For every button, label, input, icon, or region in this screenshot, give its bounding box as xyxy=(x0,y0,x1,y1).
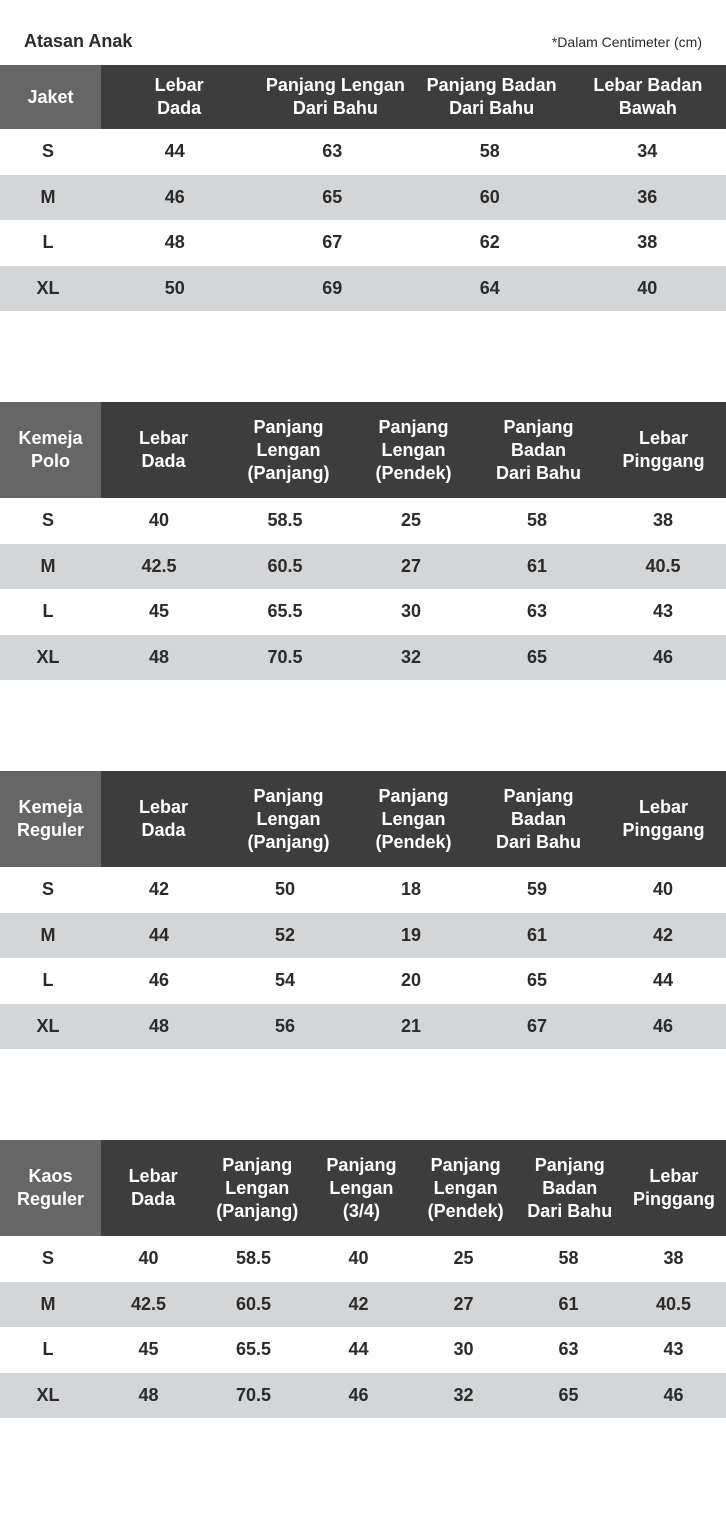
measurement-cell: 46 xyxy=(652,1015,674,1036)
measurement-cell: 65.5 xyxy=(267,601,303,622)
unit-note: *Dalam Centimeter (cm) xyxy=(551,34,702,50)
measurement-cell: 69 xyxy=(322,277,343,298)
measurement-cell: 65 xyxy=(526,646,548,667)
column-header: Panjang Lengan (Panjang) xyxy=(247,416,330,483)
table-row xyxy=(0,867,726,913)
measurement-cell: 56 xyxy=(274,1015,296,1036)
measurement-cell: 27 xyxy=(453,1293,474,1314)
measurement-cell: 38 xyxy=(663,1248,684,1269)
measurement-cell: 65 xyxy=(526,970,548,991)
table-row xyxy=(0,635,726,681)
measurement-cell: 61 xyxy=(526,924,548,945)
measurement-cell: 44 xyxy=(164,141,185,162)
measurement-cell: 40 xyxy=(652,879,674,900)
measurement-cell: 62 xyxy=(479,232,500,253)
measurement-cell: 42.5 xyxy=(130,1293,167,1314)
size-label: XL xyxy=(36,277,60,298)
size-label: XL xyxy=(36,1015,60,1036)
size-table-kemeja-polo xyxy=(0,402,726,680)
column-header: Lebar Pinggang xyxy=(632,1166,715,1209)
measurement-cell: 48 xyxy=(148,1015,170,1036)
column-header: Lebar Pinggang xyxy=(622,428,705,471)
column-header: Lebar Dada xyxy=(138,797,189,840)
measurement-cell: 46 xyxy=(652,646,674,667)
size-label: XL xyxy=(36,1384,60,1405)
measurement-cell: 70.5 xyxy=(235,1384,272,1405)
measurement-cell: 46 xyxy=(348,1384,369,1405)
column-header: Panjang Lengan (Panjang) xyxy=(216,1154,299,1221)
measurement-cell: 40 xyxy=(138,1248,159,1269)
measurement-cell: 46 xyxy=(164,186,185,207)
column-header: Lebar Pinggang xyxy=(622,797,705,840)
measurement-cell: 42.5 xyxy=(141,555,177,576)
measurement-cell: 44 xyxy=(652,970,674,991)
measurement-cell: 63 xyxy=(526,601,548,622)
measurement-cell: 61 xyxy=(558,1293,579,1314)
table-row xyxy=(0,175,726,221)
measurement-cell: 59 xyxy=(526,879,548,900)
column-header: Lebar Dada xyxy=(154,75,204,118)
column-header: Panjang Lengan (Pendek) xyxy=(427,1154,504,1221)
measurement-cell: 25 xyxy=(453,1248,474,1269)
size-label: M xyxy=(40,1293,56,1314)
column-header: Panjang Badan Dari Bahu xyxy=(527,1154,613,1221)
table-row xyxy=(0,1373,726,1419)
table-header-row xyxy=(0,65,726,129)
measurement-cell: 60.5 xyxy=(267,555,303,576)
table-row xyxy=(0,589,726,635)
column-header: Lebar Dada xyxy=(138,428,189,471)
column-header: Lebar Dada xyxy=(128,1166,178,1209)
column-header: Panjang Lengan (Panjang) xyxy=(247,785,330,852)
measurement-cell: 70.5 xyxy=(267,646,303,667)
size-label: L xyxy=(42,601,54,622)
measurement-cell: 40 xyxy=(348,1248,369,1269)
size-table-kaos-reguler xyxy=(0,1140,726,1418)
size-label: M xyxy=(40,924,56,945)
measurement-cell: 45 xyxy=(138,1339,159,1360)
category-label: Jaket xyxy=(0,65,101,129)
measurement-cell: 46 xyxy=(148,970,170,991)
measurement-cell: 46 xyxy=(663,1384,684,1405)
page-title: Atasan Anak xyxy=(24,31,133,51)
table-row xyxy=(0,913,726,959)
size-label: S xyxy=(41,879,54,900)
column-header: Panjang Badan Dari Bahu xyxy=(495,416,582,483)
measurement-cell: 30 xyxy=(400,601,422,622)
size-label: L xyxy=(42,232,54,253)
category-label: Kemeja Reguler xyxy=(0,771,101,867)
measurement-cell: 42 xyxy=(652,924,674,945)
page-header xyxy=(0,0,726,64)
measurement-cell: 44 xyxy=(148,924,170,945)
column-header: Lebar Badan Bawah xyxy=(593,75,703,118)
measurement-cell: 40 xyxy=(148,510,170,531)
table-row xyxy=(0,266,726,312)
table-row xyxy=(0,1327,726,1373)
measurement-cell: 60.5 xyxy=(235,1293,272,1314)
size-label: S xyxy=(41,141,54,162)
category-label: Kemeja Polo xyxy=(0,402,101,498)
table-row xyxy=(0,498,726,544)
column-header: Panjang Lengan (3/4) xyxy=(326,1154,397,1221)
measurement-cell: 48 xyxy=(138,1384,159,1405)
measurement-cell: 42 xyxy=(148,879,170,900)
measurement-cell: 58 xyxy=(526,510,548,531)
table-row xyxy=(0,1236,726,1282)
measurement-cell: 20 xyxy=(400,970,422,991)
measurement-cell: 40.5 xyxy=(655,1293,692,1314)
size-label: XL xyxy=(36,646,60,667)
measurement-cell: 64 xyxy=(479,277,500,298)
measurement-cell: 63 xyxy=(322,141,343,162)
size-label: M xyxy=(40,555,56,576)
table-row xyxy=(0,544,726,590)
table-row xyxy=(0,958,726,1004)
measurement-cell: 21 xyxy=(400,1015,422,1036)
measurement-cell: 43 xyxy=(663,1339,684,1360)
size-table-jaket xyxy=(0,65,726,311)
measurement-cell: 40.5 xyxy=(645,555,681,576)
measurement-cell: 38 xyxy=(652,510,674,531)
measurement-cell: 36 xyxy=(637,186,658,207)
measurement-cell: 18 xyxy=(400,879,422,900)
measurement-cell: 32 xyxy=(400,646,422,667)
measurement-cell: 34 xyxy=(637,141,658,162)
column-header: Panjang Badan Dari Bahu xyxy=(495,785,582,852)
table-row xyxy=(0,1004,726,1050)
measurement-cell: 54 xyxy=(274,970,296,991)
column-header: Panjang Lengan Dari Bahu xyxy=(265,75,405,118)
size-table-kemeja-reguler xyxy=(0,771,726,1049)
measurement-cell: 43 xyxy=(652,601,674,622)
measurement-cell: 42 xyxy=(348,1293,369,1314)
size-label: L xyxy=(42,970,54,991)
measurement-cell: 44 xyxy=(348,1339,369,1360)
measurement-cell: 63 xyxy=(558,1339,579,1360)
measurement-cell: 40 xyxy=(637,277,658,298)
category-label: Kaos Reguler xyxy=(0,1140,101,1236)
measurement-cell: 65 xyxy=(322,186,343,207)
table-header-row xyxy=(0,1140,726,1236)
measurement-cell: 27 xyxy=(400,555,422,576)
size-label: S xyxy=(41,1248,54,1269)
measurement-cell: 60 xyxy=(479,186,500,207)
column-header: Panjang Lengan (Pendek) xyxy=(375,785,452,852)
measurement-cell: 65.5 xyxy=(235,1339,272,1360)
measurement-cell: 67 xyxy=(526,1015,548,1036)
size-label: L xyxy=(42,1339,54,1360)
size-label: M xyxy=(40,186,56,207)
table-row xyxy=(0,129,726,175)
column-header: Panjang Lengan (Pendek) xyxy=(375,416,452,483)
measurement-cell: 38 xyxy=(637,232,658,253)
measurement-cell: 48 xyxy=(164,232,185,253)
measurement-cell: 19 xyxy=(400,924,422,945)
table-row xyxy=(0,220,726,266)
measurement-cell: 58.5 xyxy=(235,1248,272,1269)
measurement-cell: 61 xyxy=(526,555,548,576)
measurement-cell: 58 xyxy=(558,1248,579,1269)
measurement-cell: 50 xyxy=(164,277,185,298)
column-header: Panjang Badan Dari Bahu xyxy=(426,75,557,118)
table-row xyxy=(0,1282,726,1328)
table-header-row xyxy=(0,771,726,867)
measurement-cell: 67 xyxy=(322,232,343,253)
size-label: S xyxy=(41,510,54,531)
measurement-cell: 58 xyxy=(479,141,500,162)
measurement-cell: 25 xyxy=(400,510,422,531)
measurement-cell: 58.5 xyxy=(267,510,303,531)
measurement-cell: 52 xyxy=(274,924,296,945)
measurement-cell: 48 xyxy=(148,646,170,667)
table-header-row xyxy=(0,402,726,498)
measurement-cell: 32 xyxy=(453,1384,474,1405)
measurement-cell: 30 xyxy=(453,1339,474,1360)
measurement-cell: 50 xyxy=(274,879,296,900)
measurement-cell: 45 xyxy=(148,601,170,622)
measurement-cell: 65 xyxy=(558,1384,579,1405)
